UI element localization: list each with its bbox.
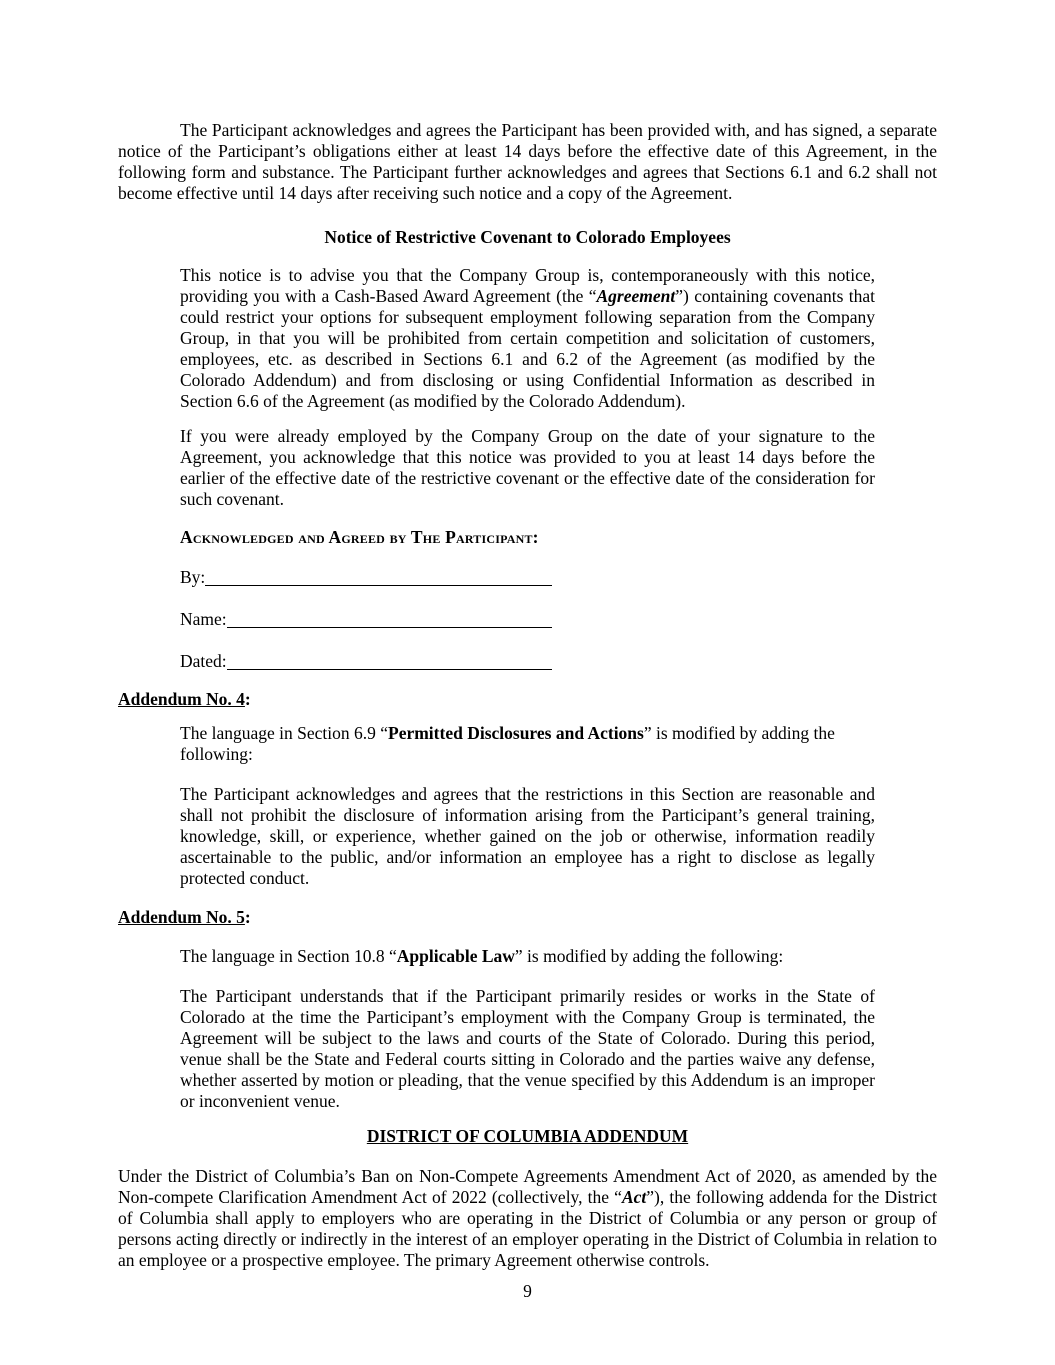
dc-paragraph-pre: Under the District of Columbia’s Ban on Non-Compete Agreements Amendment Act of 2020, as amended by the Non-compete Clarification Amendment Act of 2022 (collectively, the “ [118,1166,937,1207]
addendum-4-heading-colon: : [244,689,251,709]
term-agreement: Agreement [596,286,676,306]
signature-dated-line [227,651,552,670]
notice-paragraph-1 [180,265,875,412]
term-act: Act [621,1187,647,1207]
acknowledged-heading: Acknowledged and Agreed by The Participant: [180,527,539,547]
addendum-4-body: The Participant acknowledges and agrees that the restrictions in this Section are reasonable and shall not prohibit the disclosure of information arising from the Participant’s general training, knowledge, skill, or experience, whether gained on the job or otherwise, information readily ascertainable to the public, and/or information an employee has a right to disclose as legally protected conduct. [180,784,875,888]
addendum-4-intro-post: ” is modified by adding the following: [180,723,835,764]
notice-heading: Notice of Restrictive Covenant to Colorado Employees [324,227,731,247]
addendum-5-body: The Participant understands that if the Participant primarily resides or works in the State of Colorado at the time the Participant’s employment with the Company Group is terminated, the Agreement will be subject to the laws and courts of the State of Colorado. During this period, venue shall be the State and Federal courts sitting in Colorado and the parties waive any defense, whether asserted by motion or pleading, that the venue specified by this Addendum is an improper or inconvenient venue. [180,986,875,1111]
addendum-5-heading-text: Addendum No. 5 [118,907,245,927]
signature-dated-row [180,651,552,672]
dc-addendum-heading-text: DISTRICT OF COLUMBIA ADDENDUM [366,1126,689,1146]
addendum-5-heading-colon: : [244,907,251,927]
addendum-5-intro-post: ” is modified by adding the following: [514,946,784,966]
signature-by-row [180,567,552,588]
signature-dated-label: Dated: [180,651,227,671]
term-applicable-law: Applicable Law [396,946,515,966]
signature-by-line [205,567,552,586]
notice-paragraph-2: If you were already employed by the Company Group on the date of your signature to the Agreement, you acknowledge that this notice was provided to you at least 14 days before the earlier of the effective date of the restrictive covenant or the effective date of the consideration for such covenant. [180,426,875,509]
dc-addendum-paragraph [118,1166,937,1271]
addendum-5-intro [180,946,875,967]
addendum-4-intro [180,723,875,765]
signature-by-label: By: [180,567,206,587]
addendum-4-heading-text: Addendum No. 4 [118,689,245,709]
signature-name-label: Name: [180,609,227,629]
notice-paragraph-1-pre: This notice is to advise you that the Company Group is, contemporaneously with this notice, providing you with a Cash-Based Award Agreement (the “ [180,265,875,306]
signature-name-row [180,609,552,630]
dc-addendum-heading [118,1126,937,1147]
addendum-4-intro-pre: The language in Section 6.9 “ [180,723,388,743]
notice-paragraph-1-post: ”) containing covenants that could restrict your options for subsequent employment following separation from the Company Group, in that you will be prohibited from certain competition and solicitation of customers, employees, etc. as described in Sections 6.1 and 6.2 of the Agreement (as modified by the Colorado Addendum) and from disclosing or using Confidential Information as described in Section 6.6 of the Agreement (as modified by the Colorado Addendum). [180,286,876,411]
page-number: 9 [523,1281,532,1301]
addendum-4-heading [118,689,937,710]
dc-paragraph-post: ”), the following addenda for the District of Columbia shall apply to employers who are operating in the District of Columbia or any person or group of persons acting directly or indirectly in the interest of an employer operating in the District of Columbia in relation to an employee or a prospective employee. The primary Agreement otherwise controls. [118,1187,937,1270]
addendum-5-intro-pre: The language in Section 10.8 “ [180,946,397,966]
term-permitted-disclosures: Permitted Disclosures and Actions [388,723,644,743]
intro-paragraph: The Participant acknowledges and agrees the Participant has been provided with, and has signed, a separate notice of the Participant’s obligations either at least 14 days before the effective date of this Agreement, in the following form and substance. The Participant further acknowledges and agrees that Sections 6.1 and 6.2 shall not become effective until 14 days after receiving such notice and a copy of the Agreement. [118,120,937,203]
signature-name-line [227,609,552,628]
addendum-5-heading [118,907,937,928]
